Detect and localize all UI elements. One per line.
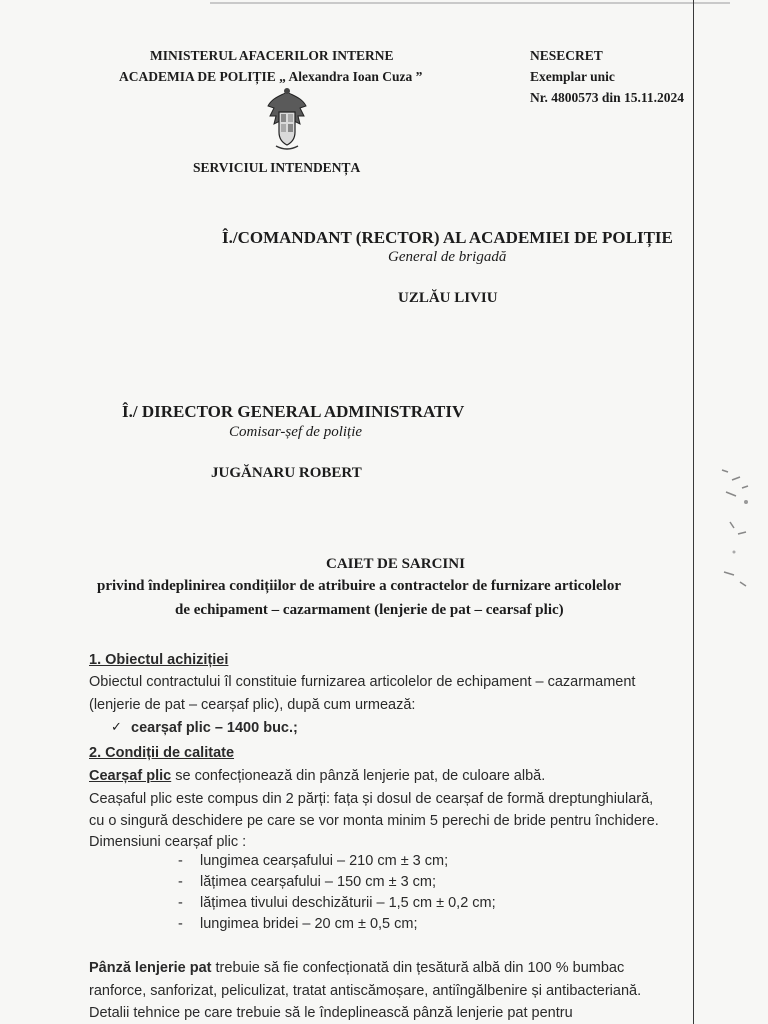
section-2-lead: Cearșaf plic bbox=[89, 768, 172, 784]
section-2-line3: cu o singură deschidere pe care se vor monta minim 5 perechi de bride pentru închidere. bbox=[89, 813, 659, 829]
section-2-heading: 2. Condiții de calitate bbox=[89, 745, 235, 761]
dimension-dash: - bbox=[178, 895, 183, 911]
director-rank: Comisar-șef de poliție bbox=[229, 424, 363, 440]
dimension-dash: - bbox=[178, 874, 183, 890]
section-2-line4: Dimensiuni cearșaf plic : bbox=[89, 834, 247, 850]
document-title: CAIET DE SARCINI bbox=[326, 556, 465, 572]
section-1-line1: Obiectul contractului îl constituie furnizarea articolelor de echipament – cazarmament bbox=[89, 674, 636, 690]
academy-name: ACADEMIA DE POLIȚIE „ Alexandra Ioan Cuza ” bbox=[119, 69, 423, 84]
dimension-item: lățimea cearșafului – 150 cm ± 3 cm; bbox=[200, 874, 437, 890]
classification-label: NESECRET bbox=[530, 48, 603, 63]
scan-fold-line bbox=[693, 0, 694, 1024]
fabric-lead: Pânză lenjerie pat bbox=[89, 960, 212, 976]
dimension-dash: - bbox=[178, 916, 183, 932]
document-subtitle-line2: de echipament – cazarmament (lenjerie de pat – cearsaf plic) bbox=[175, 602, 564, 618]
section-1-item: cearșaf plic – 1400 buc.; bbox=[131, 720, 298, 736]
registration-number: Nr. 4800573 din 15.11.2024 bbox=[530, 90, 685, 105]
commander-rank: General de brigadă bbox=[388, 249, 507, 265]
dimension-item: lățimea tivului deschizăturii – 1,5 cm ± 0,2 cm; bbox=[200, 895, 496, 911]
document-subtitle-line1: privind îndeplinirea condițiilor de atribuire a contractelor de furnizare articolelor bbox=[97, 578, 621, 594]
section-2-line1 bbox=[89, 768, 545, 784]
commander-name: UZLĂU LIVIU bbox=[398, 290, 498, 306]
dimension-item: lungimea bridei – 20 cm ± 0,5 cm; bbox=[200, 916, 418, 932]
section-1-line2: (lenjerie de pat – cearșaf plic), după cum urmează: bbox=[89, 697, 416, 713]
director-title: Î./ DIRECTOR GENERAL ADMINISTRATIV bbox=[122, 402, 465, 421]
dimension-item: lungimea cearșafului – 210 cm ± 3 cm; bbox=[200, 853, 449, 869]
checkmark-icon: ✓ bbox=[111, 720, 122, 735]
section-2-lead-rest: se confecționează din pânză lenjerie pat, de culoare albă. bbox=[171, 768, 546, 784]
copy-label: Exemplar unic bbox=[530, 69, 615, 84]
section-2-line2: Ceașaful plic este compus din 2 părți: fața și dosul de cearșaf de formă dreptunghiulară, bbox=[89, 791, 654, 807]
fabric-line3: Detalii tehnice pe care trebuie să le îndeplinească pânză lenjerie pat pentru bbox=[89, 1005, 573, 1021]
dimension-dash: - bbox=[178, 853, 183, 869]
scan-edge-line bbox=[210, 2, 730, 4]
ministry-name: MINISTERUL AFACERILOR INTERNE bbox=[150, 48, 394, 63]
section-1-heading: 1. Obiectul achiziției bbox=[89, 652, 229, 668]
commander-title: Î./COMANDANT (RECTOR) AL ACADEMIEI DE POLIȚIE bbox=[222, 228, 673, 247]
director-name: JUGĂNARU ROBERT bbox=[211, 465, 362, 481]
service-name: SERVICIUL INTENDENȚA bbox=[193, 160, 361, 175]
fabric-line2: ranforce, sanforizat, peliculizat, tratat antiscămoșare, antiîngălbenire și antibacteriană. bbox=[89, 983, 642, 999]
fabric-line1 bbox=[89, 960, 624, 976]
scan-artifact bbox=[712, 462, 762, 602]
fabric-lead-rest: trebuie să fie confecționată din țesătură albă din 100 % bumbac bbox=[211, 960, 625, 976]
coat-of-arms-icon bbox=[262, 86, 312, 152]
